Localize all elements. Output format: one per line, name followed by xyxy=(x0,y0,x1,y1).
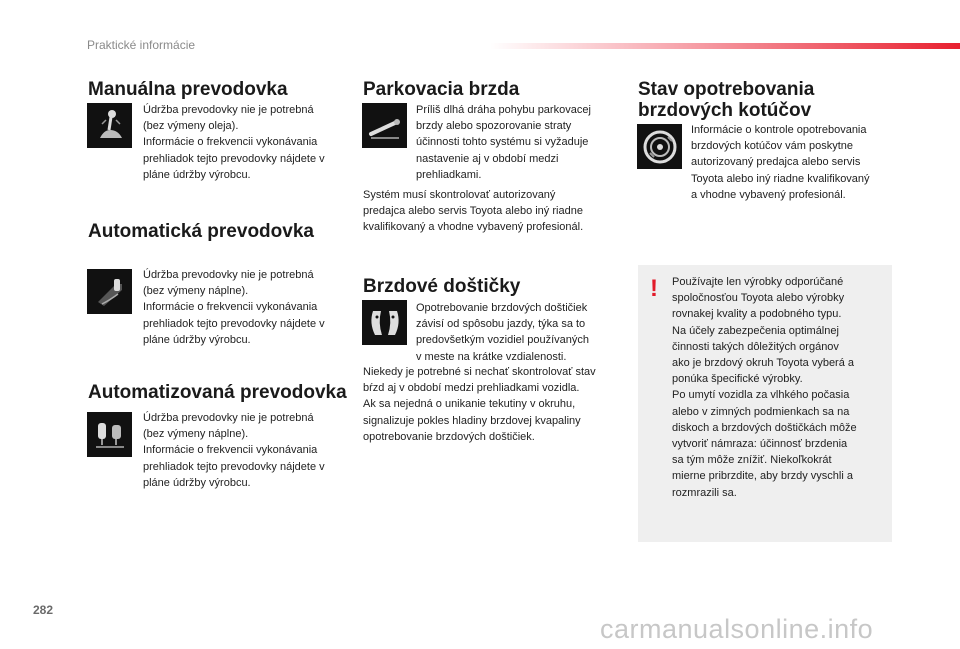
brake-pads-text: Opotrebovanie brzdových doštičiek závisí od spôsobu jazdy, týka sa to predovšetkým vozidiel používaných v meste na krátke vzdialenosti. xyxy=(416,302,590,363)
brake-discs-title-line1: Stav opotrebovania xyxy=(638,79,815,100)
warning-text: Používajte len výrobky odporúčané spoločnosťou Toyota alebo výrobky rovnakej kvality a podobného typu. Na účely zabezpečenia optimálnej činnosti takých dôležitých orgánov ako je brzdový okruh Toyota vyberá a ponúka špecifické výrobky. Po umytí vozidla za vlhkého počasia alebo v zimných podmienkach sa na diskoch a brzdových doštičkách môže vytvoriť námraza: účinnosť brzdenia sa tým môže znížiť. Niekoľkokrát mierne pribrzdite, aby brzdy vyschli a rozmrazili sa. xyxy=(672,276,857,499)
automated-gearbox-title: Automatizovaná prevodovka xyxy=(88,382,347,403)
warning-box xyxy=(638,265,892,542)
automatic-gearbox-title: Automatická prevodovka xyxy=(88,221,314,242)
brake-pads-title: Brzdové doštičky xyxy=(363,276,521,297)
manual-gear-shift-icon xyxy=(87,103,132,148)
automatic-gear-selector-icon xyxy=(87,269,132,314)
parking-brake-lever-icon xyxy=(362,103,407,148)
parking-brake-text: Príliš dlhá dráha pohybu parkovacej brzdy alebo spozorovanie straty účinnosti tohto systému si vyžaduje nastavenie aj v období medzi prehliadkami. xyxy=(416,104,591,181)
brake-discs-title-line2: brzdových kotúčov xyxy=(638,100,812,121)
brake-discs-title xyxy=(638,79,814,121)
brake-disc-icon xyxy=(637,124,682,169)
parking-brake-text-2: Systém musí skontrolovať autorizovaný predajca alebo servis Toyota alebo iný riadne kvalifikovaný a vhodne vybavený profesionál. xyxy=(363,189,584,234)
page-number: 282 xyxy=(33,603,54,617)
automated-gearbox-icon xyxy=(87,412,132,457)
watermark: carmanualsonline.info xyxy=(600,614,874,644)
automatic-gearbox-text: Údržba prevodovky nie je potrebná (bez výmeny náplne). Informácie o frekvencii vykonávania prehliadok tejto prevodovky nájdete v pláne údržby výrobcu. xyxy=(143,269,325,346)
header-accent-bar xyxy=(490,43,960,49)
brake-pads-icon xyxy=(362,300,407,345)
manual-gearbox-text: Údržba prevodovky nie je potrebná (bez výmeny oleja). Informácie o frekvencii vykonávania prehliadok tejto prevodovky nájdete v pláne údržby výrobcu. xyxy=(143,104,325,181)
warning-exclamation-icon: ! xyxy=(650,275,658,302)
brake-pads-text-2: Niekedy je potrebné si nechať skontrolovať stav bŕzd aj v období medzi prehliadkami vozidla. Ak sa nejedná o unikanie tekutiny v okruhu, signalizuje pokles hladiny brzdovej kvapaliny opotrebovanie brzdových doštičiek. xyxy=(363,366,596,443)
parking-brake-title: Parkovacia brzda xyxy=(363,79,520,100)
automated-gearbox-text: Údržba prevodovky nie je potrebná (bez výmeny náplne). Informácie o frekvencii vykonávania prehliadok tejto prevodovky nájdete v pláne údržby výrobcu. xyxy=(143,412,325,489)
page-header-label: Praktické informácie xyxy=(87,38,196,52)
manual-gearbox-title: Manuálna prevodovka xyxy=(88,79,288,100)
brake-discs-text: Informácie o kontrole opotrebovania brzdových kotúčov vám poskytne autorizovaný predajca alebo servis Toyota alebo iný riadne kvalifikovaný a vhodne vybavený profesionál. xyxy=(691,124,870,201)
